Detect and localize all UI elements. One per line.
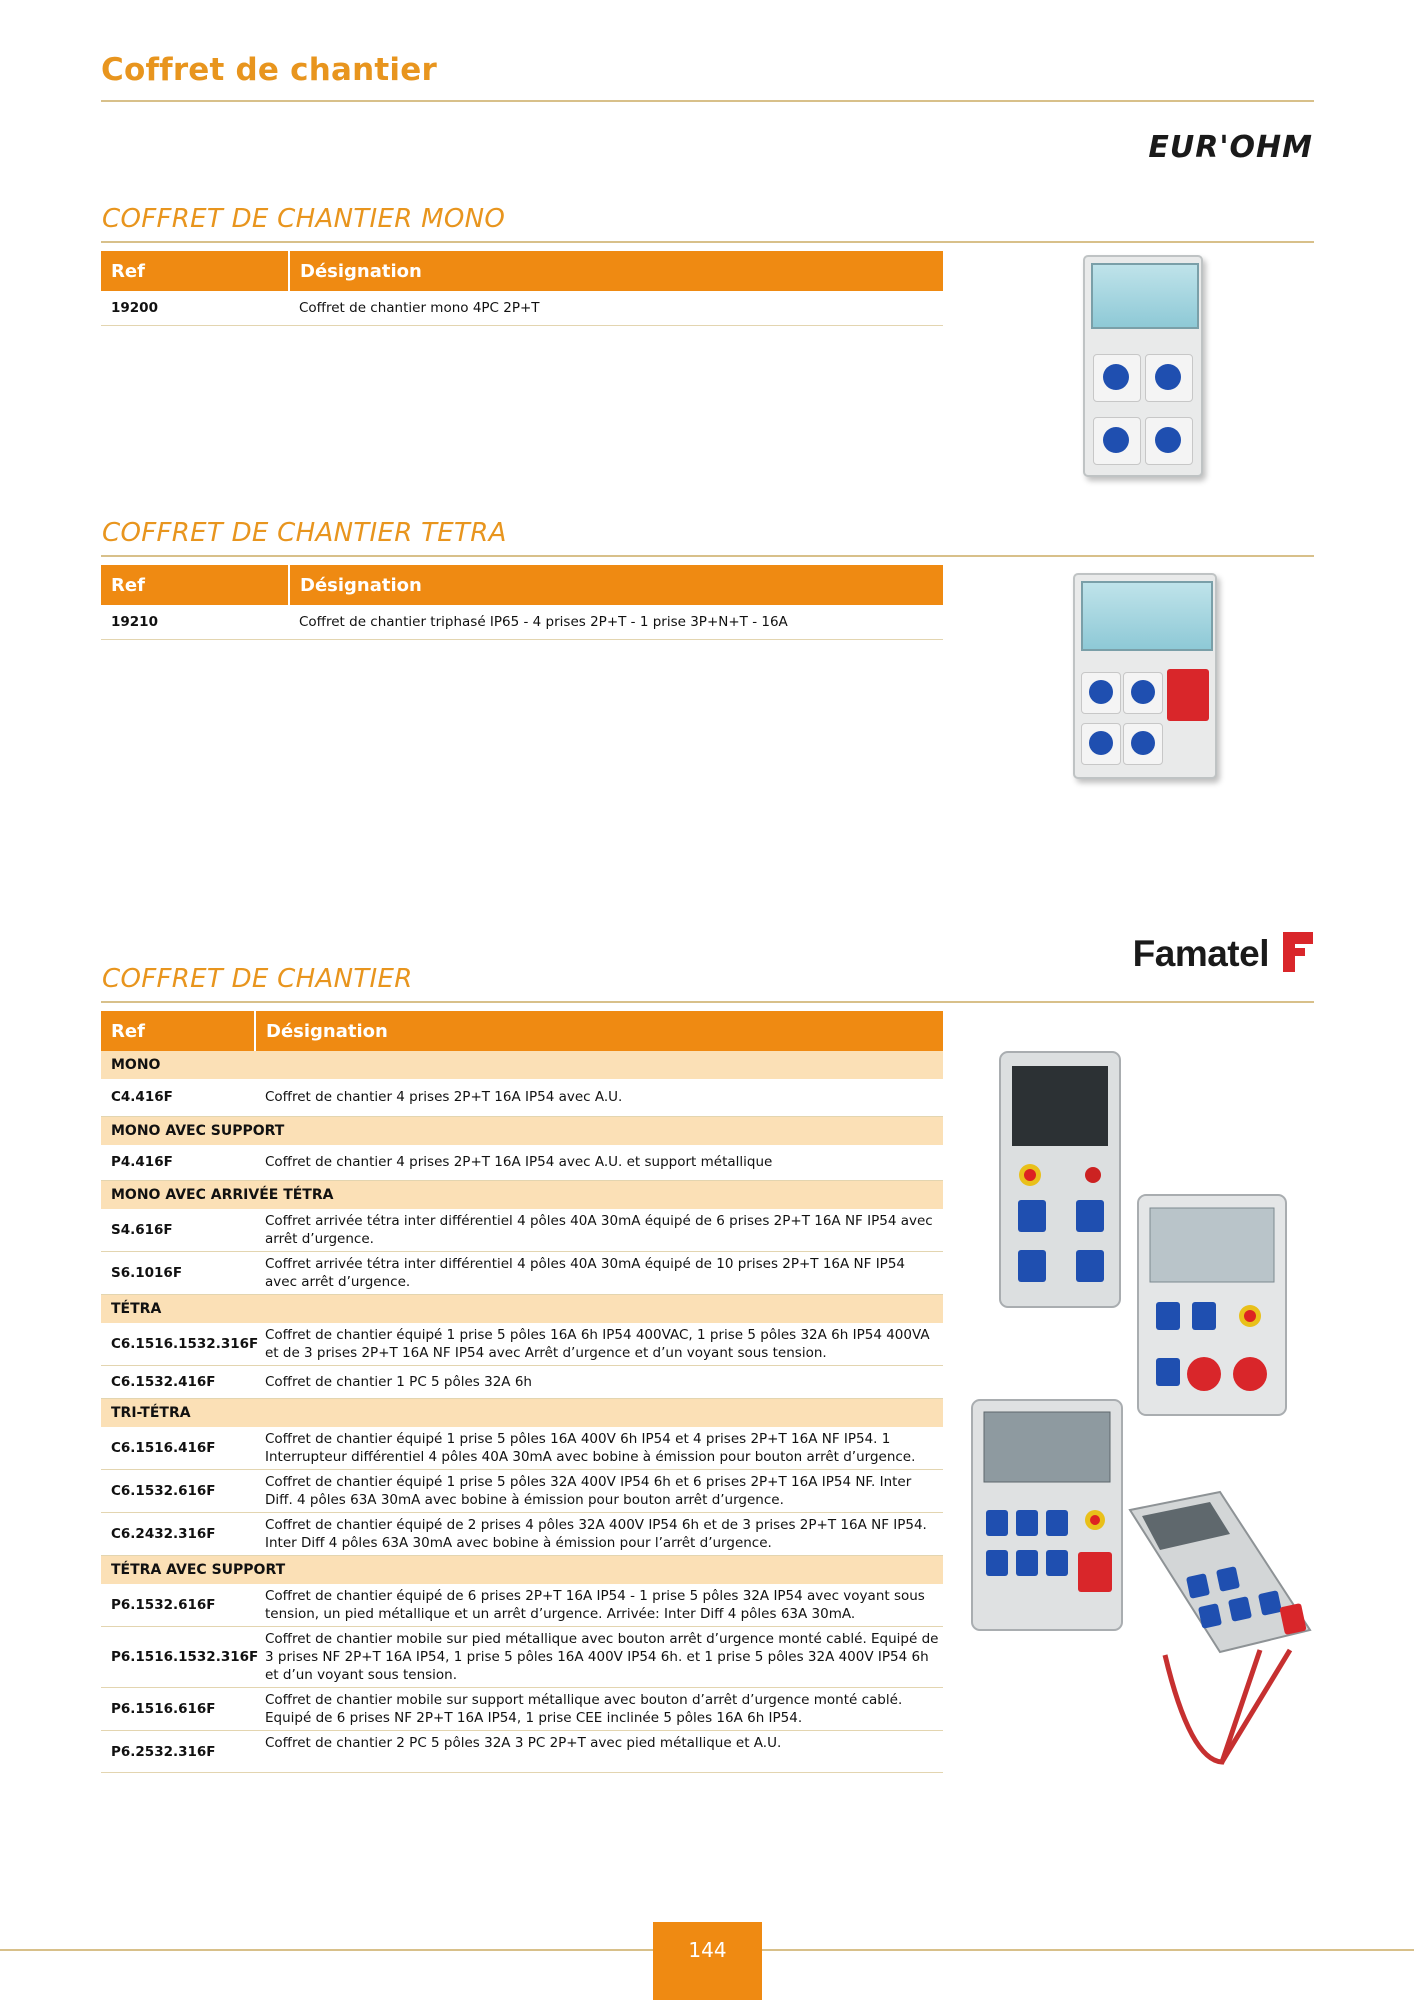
row-ref: C4.416F (101, 1079, 255, 1116)
section-divider (101, 241, 1314, 243)
table-row (101, 1470, 943, 1513)
row-ref: 19200 (101, 291, 289, 325)
header-designation: Désignation (255, 1011, 943, 1051)
tetra-table (101, 565, 943, 640)
category-row (101, 1116, 943, 1145)
row-ref: S4.616F (101, 1209, 255, 1252)
breaker-window (1081, 581, 1213, 651)
section-title-tetra: COFFRET DE CHANTIER TETRA (102, 518, 507, 548)
row-designation: Coffret de chantier 1 PC 5 pôles 32A 6h (255, 1366, 943, 1399)
category-label: TRI-TÉTRA (101, 1399, 943, 1428)
row-designation: Coffret de chantier 2 PC 5 pôles 32A 3 PC 2P+T avec pied métallique et A.U. (255, 1731, 943, 1773)
product-image-famatel-4 (1130, 1492, 1310, 1762)
mono-table (101, 251, 943, 326)
row-designation: Coffret de chantier triphasé IP65 - 4 prises 2P+T - 1 prise 3P+N+T - 16A (289, 605, 943, 639)
row-designation: Coffret de chantier mono 4PC 2P+T (289, 291, 943, 325)
row-ref: C6.1516.1532.316F (101, 1323, 255, 1366)
category-row (101, 1181, 943, 1210)
product-image-famatel-2 (1138, 1195, 1286, 1415)
table-row (101, 1627, 943, 1688)
table-row (101, 1252, 943, 1295)
category-label: TÉTRA AVEC SUPPORT (101, 1556, 943, 1585)
table-row (101, 1513, 943, 1556)
header-ref: Ref (101, 1011, 255, 1051)
red-cee-socket-icon (1167, 669, 1209, 721)
row-ref: S6.1016F (101, 1252, 255, 1295)
page-number: 144 (653, 1922, 762, 2000)
row-ref: P6.1516.616F (101, 1688, 255, 1731)
header-designation: Désignation (289, 251, 943, 291)
category-label: MONO AVEC SUPPORT (101, 1116, 943, 1145)
table-row (101, 1584, 943, 1627)
table-row (101, 291, 943, 325)
row-ref: C6.1532.616F (101, 1470, 255, 1513)
product-image-famatel-1 (1000, 1052, 1120, 1307)
row-designation: Coffret de chantier équipé 1 prise 5 pôles 16A 6h IP54 400VAC, 1 prise 5 pôles 32A 6h IP54 400VA et de 3 prises 2P+T 16A NF IP54 avec Arrêt d’urgence et d’un voyant sous tension. (255, 1323, 943, 1366)
table-row (101, 605, 943, 639)
row-ref: P6.1516.1532.316F (101, 1627, 255, 1688)
header-ref: Ref (101, 565, 289, 605)
row-designation: Coffret de chantier équipé 1 prise 5 pôles 16A 400V 6h IP54 et 4 prises 2P+T 16A NF IP54. 1 Interrupteur différentiel 4 pôles 40A 30mA avec bobine à émission pour bouton arrêt d’urgence. (255, 1427, 943, 1470)
header-ref: Ref (101, 251, 289, 291)
socket-icon (1145, 417, 1193, 465)
breaker-window (1091, 263, 1199, 329)
row-designation: Coffret de chantier 4 prises 2P+T 16A IP54 avec A.U. (255, 1079, 943, 1116)
famatel-wordmark: Famatel (1132, 933, 1269, 974)
table-row (101, 1427, 943, 1470)
row-designation: Coffret de chantier équipé 1 prise 5 pôles 32A 400V IP54 6h et 6 prises 2P+T 16A IP54 NF. Inter Diff. 4 pôles 63A 30mA avec bobine à émission pour bouton arrêt d’urgence. (255, 1470, 943, 1513)
product-image-famatel-3 (972, 1400, 1122, 1630)
section-title-mono: COFFRET DE CHANTIER MONO (102, 204, 506, 234)
famatel-logo (1133, 932, 1313, 972)
category-row (101, 1556, 943, 1585)
table-row (101, 1145, 943, 1181)
socket-icon (1123, 723, 1163, 765)
category-label: MONO AVEC ARRIVÉE TÉTRA (101, 1181, 943, 1210)
table-row (101, 1209, 943, 1252)
category-row (101, 1295, 943, 1324)
socket-icon (1093, 417, 1141, 465)
socket-icon (1081, 723, 1121, 765)
row-designation: Coffret arrivée tétra inter différentiel 4 pôles 40A 30mA équipé de 6 prises 2P+T 16A NF IP54 avec arrêt d’urgence. (255, 1209, 943, 1252)
section-divider (101, 1001, 1314, 1003)
row-designation: Coffret de chantier 4 prises 2P+T 16A IP54 avec A.U. et support métallique (255, 1145, 943, 1181)
product-image-tetra (1073, 573, 1217, 779)
row-designation: Coffret de chantier équipé de 2 prises 4 pôles 32A 400V IP54 6h et de 3 prises 2P+T 16A NF IP54. Inter Diff 4 pôles 63A 30mA avec bobine à émission pour l’arrêt d’urgence. (255, 1513, 943, 1556)
table-row (101, 1688, 943, 1731)
page-title: Coffret de chantier (101, 52, 437, 88)
row-ref: C6.2432.316F (101, 1513, 255, 1556)
table-header (101, 565, 943, 605)
row-ref: P6.2532.316F (101, 1731, 255, 1773)
row-ref: P6.1532.616F (101, 1584, 255, 1627)
table-header (101, 251, 943, 291)
category-row (101, 1051, 943, 1079)
famatel-f-icon (1283, 932, 1313, 972)
table-header (101, 1011, 943, 1051)
row-designation: Coffret de chantier mobile sur support métallique avec bouton d’arrêt d’urgence monté cablé. Equipé de 6 prises NF 2P+T 16A IP54, 1 prise CEE inclinée 5 pôles 16A 6h IP54. (255, 1688, 943, 1731)
euro-ohm-logo: EUR'OHM (1148, 130, 1313, 165)
famatel-products-illustration (960, 1040, 1320, 1780)
product-image-mono (1083, 255, 1203, 477)
row-designation: Coffret de chantier équipé de 6 prises 2P+T 16A IP54 - 1 prise 5 pôles 32A IP54 avec voyant sous tension, un pied métallique et un arrêt d’urgence. Arrivée: Inter Diff 4 pôles 63A 30mA. (255, 1584, 943, 1627)
category-row (101, 1399, 943, 1428)
table-row (101, 1323, 943, 1366)
socket-icon (1081, 672, 1121, 714)
category-label: MONO (101, 1051, 943, 1079)
table-row (101, 1366, 943, 1399)
socket-icon (1145, 354, 1193, 402)
section-title-chantier: COFFRET DE CHANTIER (102, 964, 413, 994)
row-ref: P4.416F (101, 1145, 255, 1181)
row-designation: Coffret de chantier mobile sur pied métallique avec bouton arrêt d’urgence monté cablé. Equipé de 3 prises NF 2P+T 16A IP54, 1 prise 5 pôles 16A 400V IP54 6h. et 1 prise 5 pôles 32A 400V IP54 6h et d’un voyant sous tension. (255, 1627, 943, 1688)
header-designation: Désignation (289, 565, 943, 605)
socket-icon (1093, 354, 1141, 402)
row-ref: 19210 (101, 605, 289, 639)
socket-icon (1123, 672, 1163, 714)
row-designation: Coffret arrivée tétra inter différentiel 4 pôles 40A 30mA équipé de 10 prises 2P+T 16A NF IP54 avec arrêt d’urgence. (255, 1252, 943, 1295)
table-row (101, 1731, 943, 1773)
header-divider (101, 100, 1314, 102)
table-row (101, 1079, 943, 1116)
section-divider (101, 555, 1314, 557)
row-ref: C6.1532.416F (101, 1366, 255, 1399)
chantier-table (101, 1011, 943, 1773)
row-ref: C6.1516.416F (101, 1427, 255, 1470)
category-label: TÉTRA (101, 1295, 943, 1324)
